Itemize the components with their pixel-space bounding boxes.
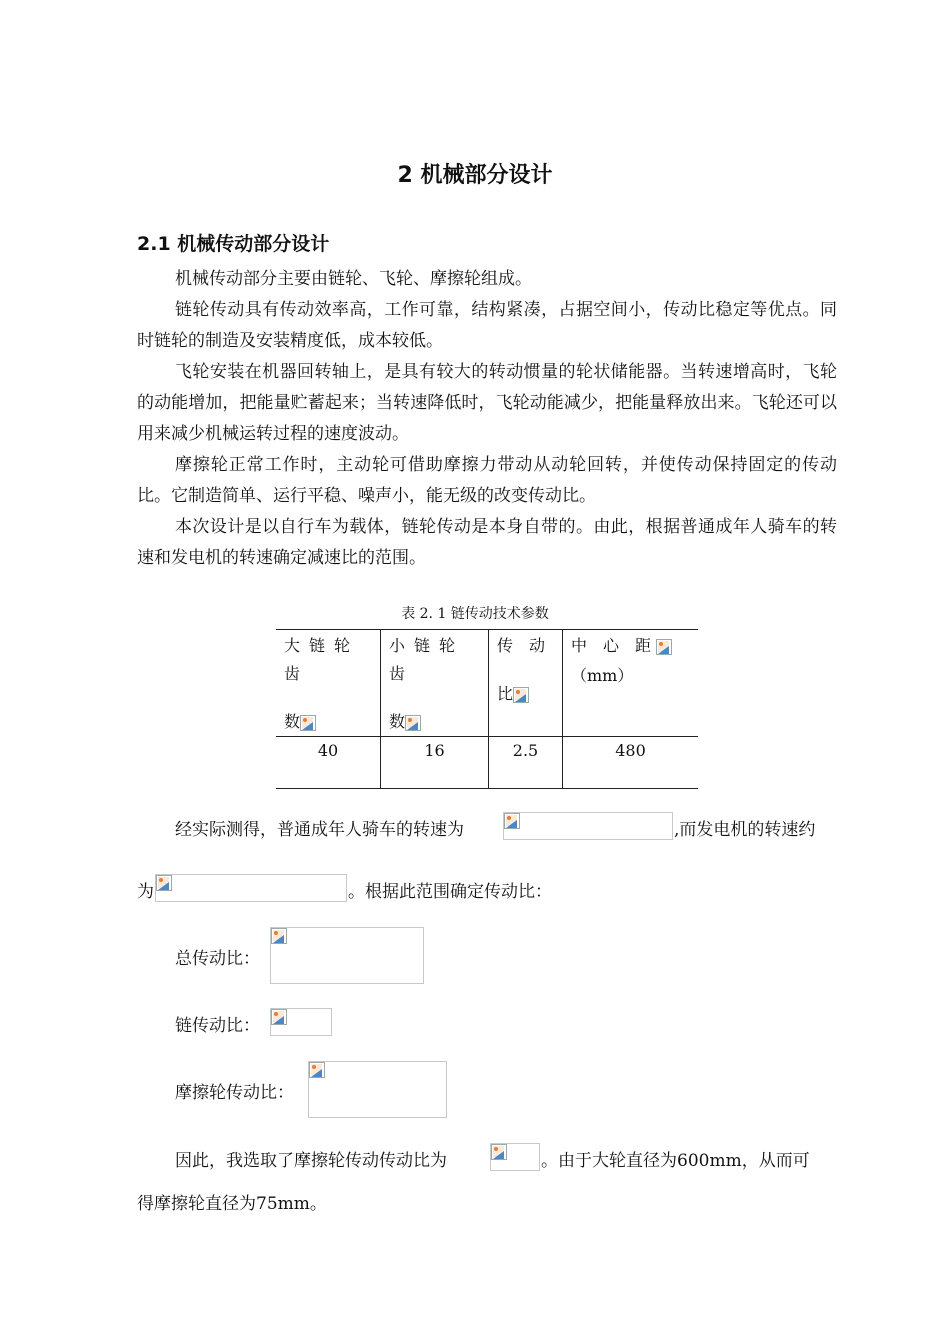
measure-line-1 <box>175 815 464 840</box>
header-text: 小链轮齿 <box>389 636 465 683</box>
conclusion-text-a: 因此，我选取了摩擦轮传动传动比为 <box>175 1151 447 1171</box>
header-text: 传 动 <box>497 636 546 655</box>
table-cell: 480 <box>563 737 699 789</box>
conclusion-text-b: 。由于大轮直径为600mm，从而可 <box>541 1151 810 1171</box>
measure-text-line2-end: 。根据此范围确定传动比： <box>348 882 552 902</box>
broken-image-icon <box>504 813 520 829</box>
paragraph-4: 摩擦轮正常工作时，主动轮可借助摩擦力带动从动轮回转，并使传动保持固定的传动比。它制造简单、运行平稳、噪声小，能无级的改变传动比。 <box>137 455 837 506</box>
paragraph-3: 飞轮安装在机器回转轴上，是具有较大的转动惯量的轮状储能器。当转速增高时，飞轮的动能增加，把能量贮蓄起来；当转速降低时，飞轮动能减少，把能量释放出来。飞轮还可以用来减少机械运转过程的速度波动。 <box>137 362 837 444</box>
table-header-row <box>276 630 698 737</box>
chain-parameter-table <box>276 629 698 789</box>
chain-ratio-label: 链传动比： <box>175 1016 260 1036</box>
header-text: 数 <box>284 712 301 731</box>
broken-image-icon <box>656 639 672 655</box>
chain-ratio-formula-image <box>270 1008 332 1036</box>
selected-ratio-formula-image <box>490 1143 540 1171</box>
header-cell-ratio <box>489 630 563 737</box>
table-caption: 表 2. 1 链传动技术参数 <box>401 606 549 622</box>
header-cell-center-distance <box>563 630 699 737</box>
rider-speed-formula-image <box>503 812 673 840</box>
paragraph-5: 本次设计是以自行车为载体，链轮传动是本身自带的。由此，根据普通成年人骑车的转速和发电机的转速确定减速比的范围。 <box>137 517 837 568</box>
chapter-title: 2 机械部分设计 <box>397 163 553 188</box>
broken-image-icon <box>300 715 316 731</box>
header-text: 中 心 距 <box>571 636 652 655</box>
conclusion-text-c: 得摩擦轮直径为75mm。 <box>137 1194 327 1214</box>
paragraph-1: 机械传动部分主要由链轮、飞轮、摩擦轮组成。 <box>175 269 532 289</box>
measure-text: 经实际测得，普通成年人骑车的转速为 <box>175 820 464 840</box>
header-cell-large-sprocket <box>276 630 381 737</box>
measure-text-line2-start: 为 <box>137 882 154 902</box>
header-text: （mm） <box>571 666 634 685</box>
table-cell: 2.5 <box>489 737 563 789</box>
header-cell-small-sprocket <box>381 630 489 737</box>
broken-image-icon <box>309 1062 325 1078</box>
table-cell: 16 <box>381 737 489 789</box>
header-text: 比 <box>497 684 514 703</box>
broken-image-icon <box>405 715 421 731</box>
broken-image-icon <box>271 928 287 944</box>
table-cell: 40 <box>276 737 381 789</box>
header-text: 大链轮齿 <box>284 636 360 683</box>
measure-text-cont: ,而发电机的转速约 <box>674 820 816 840</box>
friction-ratio-formula-image <box>308 1061 447 1118</box>
friction-ratio-label: 摩擦轮传动比： <box>175 1083 294 1103</box>
broken-image-icon <box>271 1009 287 1025</box>
broken-image-icon <box>513 687 529 703</box>
paragraph-2: 链轮传动具有传动效率高，工作可靠，结构紧凑，占据空间小，传动比稳定等优点。同时链轮的制造及安装精度低，成本较低。 <box>137 300 837 351</box>
broken-image-icon <box>491 1144 507 1160</box>
broken-image-icon <box>156 875 172 891</box>
section-title: 2.1 机械传动部分设计 <box>137 233 330 255</box>
header-text: 数 <box>389 712 406 731</box>
generator-speed-formula-image <box>155 874 347 902</box>
table-row <box>276 737 698 789</box>
total-ratio-formula-image <box>270 927 424 984</box>
total-ratio-label: 总传动比： <box>175 949 260 969</box>
